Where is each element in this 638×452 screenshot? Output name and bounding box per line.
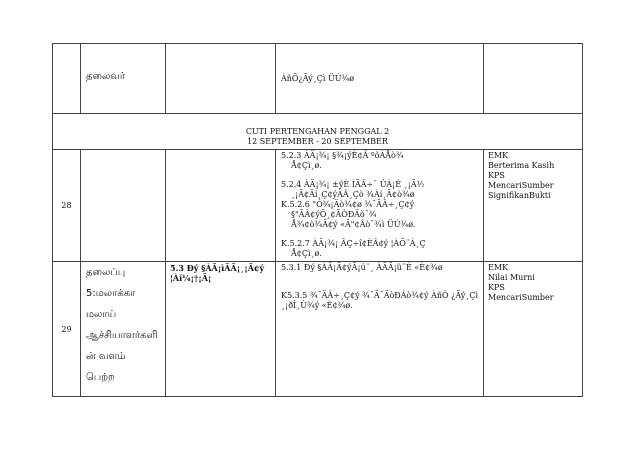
cell-notes-empty (484, 44, 583, 114)
objective-5-2-4-cont: ¸¡Ã¢Äí¸Ç¢ýÀÂ¸Çò ¾Àí¸Ã¢ò¾ø (291, 190, 415, 199)
objective-k5-3-5-cont: ¸¡ðÎ¸Ù¾ý «È¢¾ø. (281, 301, 353, 310)
objective-k5-3-5: K5.3.5 ¾¯ÄÂ÷¸Ç¢ý ¾¯Ã¯ÄòÐÁò¾¢ý ÀñÒ ¿Ãý¸Çì (281, 291, 479, 300)
cell-topic (81, 262, 166, 397)
week-number: 28 (53, 150, 81, 262)
emk-item: KPS (488, 283, 505, 292)
table-row (53, 44, 583, 114)
cell-objective (276, 44, 484, 114)
emk-item: Berterima Kasih (488, 161, 555, 170)
week-number: 29 (53, 262, 81, 397)
lesson-plan-table (52, 43, 583, 397)
objective-k-5-2-6-cont2: Å¾¢ò¾Ä¢ý «Ã"¢Âò¯¾ì ÜÚ¾ø. (291, 220, 416, 229)
objective-text: ÀñÕ¿Ãý¸Çì ÜÚ¾ø (281, 74, 355, 83)
cell-emk (484, 262, 583, 397)
topic-line: ஆச்சியாளர்களி (86, 330, 158, 341)
holiday-dates: 12 SEPTEMBER - 20 SEPTEMBER (247, 137, 388, 146)
objective-5-3-1: 5.3.1 Ðý §ÀÃ¡Ã¢ýÃ¡ú¨¸ ÀÄÃ¡ü¨È «È¢¾ø (281, 263, 443, 272)
emk-item: MencariSumber (488, 293, 554, 302)
objective-5-2-3: 5.2.3 ÀÄ¡¾¡ §¾¡ýÈ¢Â ºõÀÅò¾ (281, 151, 404, 160)
content-standard-5-3-cont: ¦Àí¼¡†¡Ã¡ (170, 273, 212, 283)
objective-k-5-2-7-cont: Å¢Çì¸ø. (291, 249, 322, 258)
objective-k-5-2-6: K.5.2.6 "Ó¾¡Äò¾¢ø ¾¯ÄÂ÷¸Ç¢ý (281, 200, 415, 209)
cell-content-standard (166, 262, 276, 397)
emk-item: KPS (488, 171, 505, 180)
emk-item: EMK (488, 263, 509, 272)
emk-item: MencariSumber (488, 181, 554, 190)
topic-line: மலாய் (86, 309, 117, 320)
cell-emk (484, 150, 583, 262)
cell-learning-objectives (276, 150, 484, 262)
topic-line: ன் வளம் (86, 351, 126, 362)
topic-line: தலைப்பு (86, 267, 126, 278)
topic-label: தலைவர் (86, 71, 126, 82)
holiday-title: CUTI PERTENGAHAN PENGGAL 2 (245, 127, 390, 136)
table-row-week-29 (53, 262, 583, 397)
cell-standard-empty (166, 44, 276, 114)
holiday-banner-row (53, 114, 583, 150)
cell-week-empty (53, 44, 81, 114)
cell-topic (81, 44, 166, 114)
objective-5-2-4: 5.2.4 ÀÄ¡¾¡ ±ýÈ ÍÄÂ÷¯ ÚÀ¡É ¸¡Ã½ (281, 180, 425, 189)
objective-5-2-3-cont: Å¢Çì¸ø. (291, 161, 322, 170)
table-row-week-28 (53, 150, 583, 262)
topic-line: 5:மலாக்கா (86, 288, 136, 299)
holiday-banner (53, 114, 583, 150)
objective-k-5-2-6-cont: §"ÃÂ¢ýÕ¸¢ÃÒÐÃò¯¾ (291, 210, 377, 219)
emk-item: SignifikanBukti (488, 191, 551, 200)
cell-standard-empty (166, 150, 276, 262)
cell-learning-objectives (276, 262, 484, 397)
content-standard-5-3: 5.3 Ðý §ÀÃ¡ìÃÃ¡¸¡Ã¢ý (170, 263, 265, 273)
emk-item: EMK (488, 151, 509, 160)
cell-topic-empty (81, 150, 166, 262)
topic-line: பெற்ற (86, 372, 115, 383)
emk-item: Nilai Murni (488, 273, 535, 282)
objective-k-5-2-7: K.5.2.7 ÀÄ¡¾¡ ÂÇ÷î¢ÈÂ¢ý ¦ÀÕ¨Á¸Ç (281, 239, 426, 248)
